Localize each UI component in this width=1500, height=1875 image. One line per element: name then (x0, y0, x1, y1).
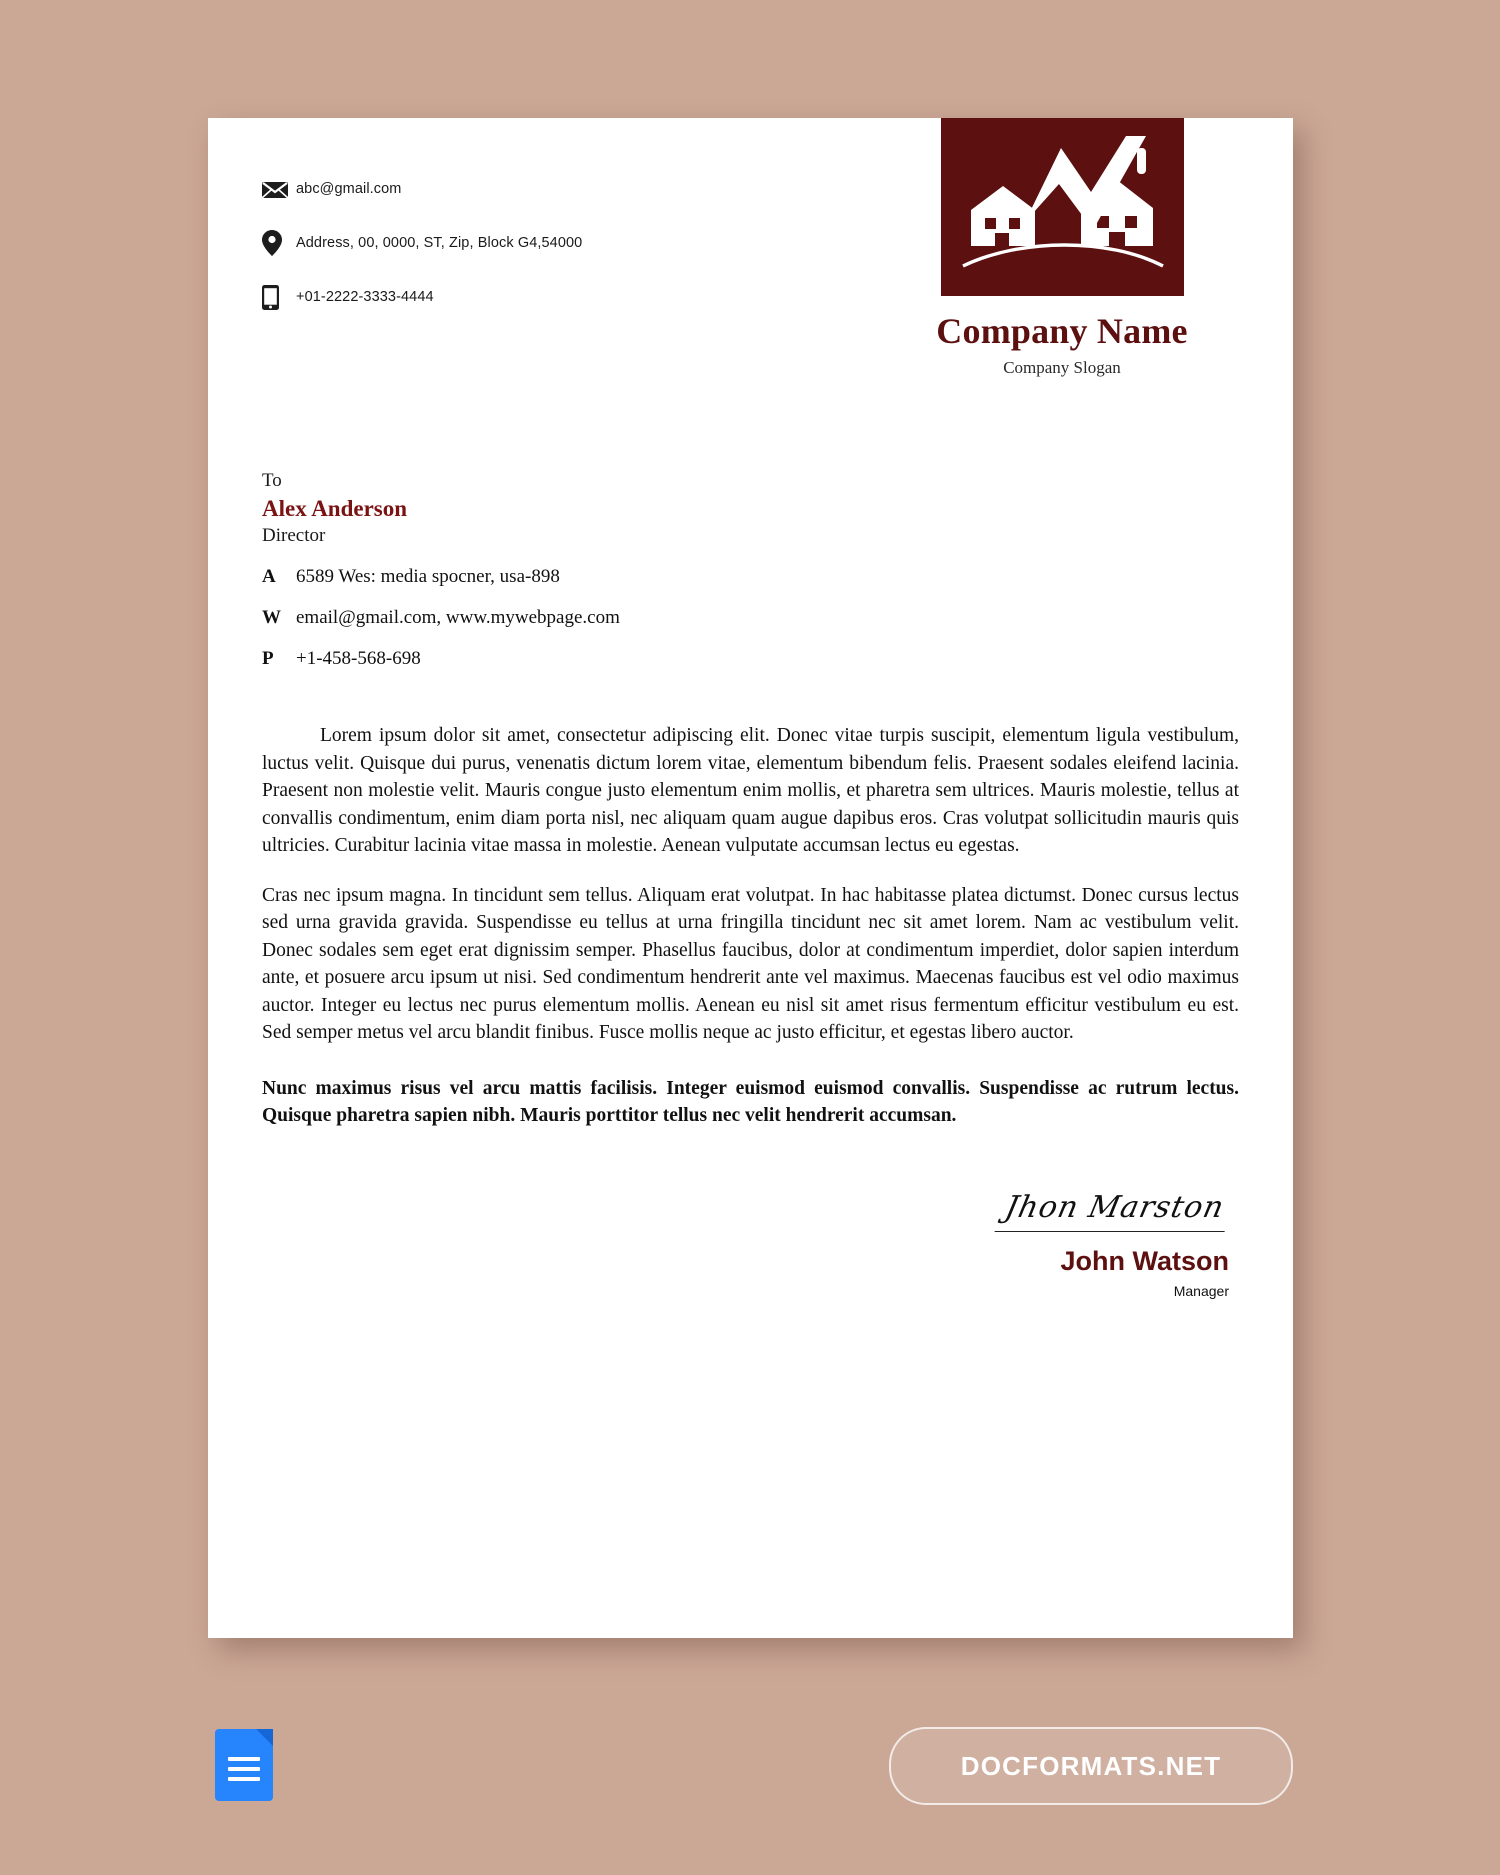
to-label: To (262, 470, 282, 491)
contact-row-address (262, 230, 782, 256)
recipient-detail-phone (262, 648, 1239, 670)
letter-paragraph-3: Nunc maximus risus vel arcu mattis facilisis. Integer euismod euismod convallis. Suspendisse ac rutrum lectus. Quisque pharetra sapien nibh. Mauris porttitor tellus nec velit hendrerit accumsan. (262, 1077, 1239, 1126)
doc-line (228, 1757, 260, 1761)
contact-row-email (262, 176, 782, 202)
recipient-detail-address (262, 566, 1239, 588)
document-page (208, 118, 1293, 1638)
house-roof-logo (941, 118, 1184, 296)
letter-paragraphs (262, 722, 1239, 1130)
watermark-badge (889, 1727, 1293, 1805)
brand-block (917, 118, 1207, 378)
contact-address-text: Address, 00, 0000, ST, Zip, Block G4,54000 (296, 235, 583, 251)
contact-info-block (262, 176, 782, 338)
detail-key: W (262, 607, 281, 628)
recipient-name: Alex Anderson (262, 496, 408, 521)
detail-key: P (262, 648, 274, 669)
signature-block (262, 1190, 1239, 1299)
letter-paragraph-2: Cras nec ipsum magna. In tincidunt sem tellus. Aliquam erat volutpat. In hac habitasse platea dictumst. Donec cursus lectus sed urna gravida gravida. Suspendisse eu tellus at urna fringilla tincidunt nec sit amet lorem. Nam ac vestibulum velit. Donec sodales sem eget erat dignissim semper. Phasellus faucibus, dolor at condimentum imperdiet, dolor sapien interdum ante, et posuere arcu ipsum ut nisi. Sed condimentum hendrerit ante vel maximus. Maecenas faucibus est vel odio maximus auctor. Integer eu lectus nec purus elementum mollis. Aenean eu nisl sit amet risus fermentum efficitur vestibulum eu est. Sed semper metus vel arcu blandit finibus. Fusce mollis neque ac justo efficitur, et egestas libero auctor. (262, 884, 1239, 1043)
letter-paragraph-1: Lorem ipsum dolor sit amet, consectetur adipiscing elit. Donec vitae turpis suscipit, elementum ligula vestibulum, luctus velit. Quisque dui purus, venenatis dictum lorem vitae, elementum bibendum felis. Praesent sodales eleifend lacinia. Praesent non molestie velit. Mauris congue justo elementum enim mollis, et pharetra sem ultrices. Mauris molestie, tellus at convallis condimentum, enim diam porta nisl, nec aliquam quam augue dapibus eros. Cras volutpat sollicitudin mauris quis ultricies. Curabitur lacinia vitae massa in molestie. Aenean vulputate accumsan lectus eu egestas. (262, 725, 1239, 856)
page-fold-corner (256, 1729, 273, 1746)
google-docs-icon[interactable] (215, 1729, 273, 1801)
recipient-title: Director (262, 525, 326, 546)
doc-line (228, 1777, 260, 1781)
signature-script: Jhon Marston (994, 1190, 1233, 1232)
contact-email-text: abc@gmail.com (296, 181, 402, 197)
letterhead-header (208, 118, 1293, 408)
contact-row-phone (262, 284, 782, 310)
company-name: Company Name (936, 311, 1188, 351)
detail-key: A (262, 566, 276, 587)
company-slogan: Company Slogan (1003, 358, 1121, 377)
detail-value: email@gmail.com, www.mywebpage.com (296, 607, 620, 628)
envelope-icon (262, 180, 296, 199)
recipient-detail-web (262, 607, 1239, 629)
signer-name: John Watson (1060, 1245, 1229, 1276)
letter-body-area (262, 470, 1239, 1299)
watermark-text: DOCFORMATS.NET (960, 1750, 1222, 1781)
detail-value: +1-458-568-698 (296, 648, 421, 669)
mobile-phone-icon (262, 285, 296, 310)
signer-role: Manager (1173, 1282, 1229, 1299)
contact-phone-text: +01-2222-3333-4444 (296, 289, 434, 305)
doc-line (228, 1767, 260, 1771)
detail-value: 6589 Wes: media spocner, usa-898 (296, 566, 560, 587)
map-pin-icon (262, 230, 296, 256)
